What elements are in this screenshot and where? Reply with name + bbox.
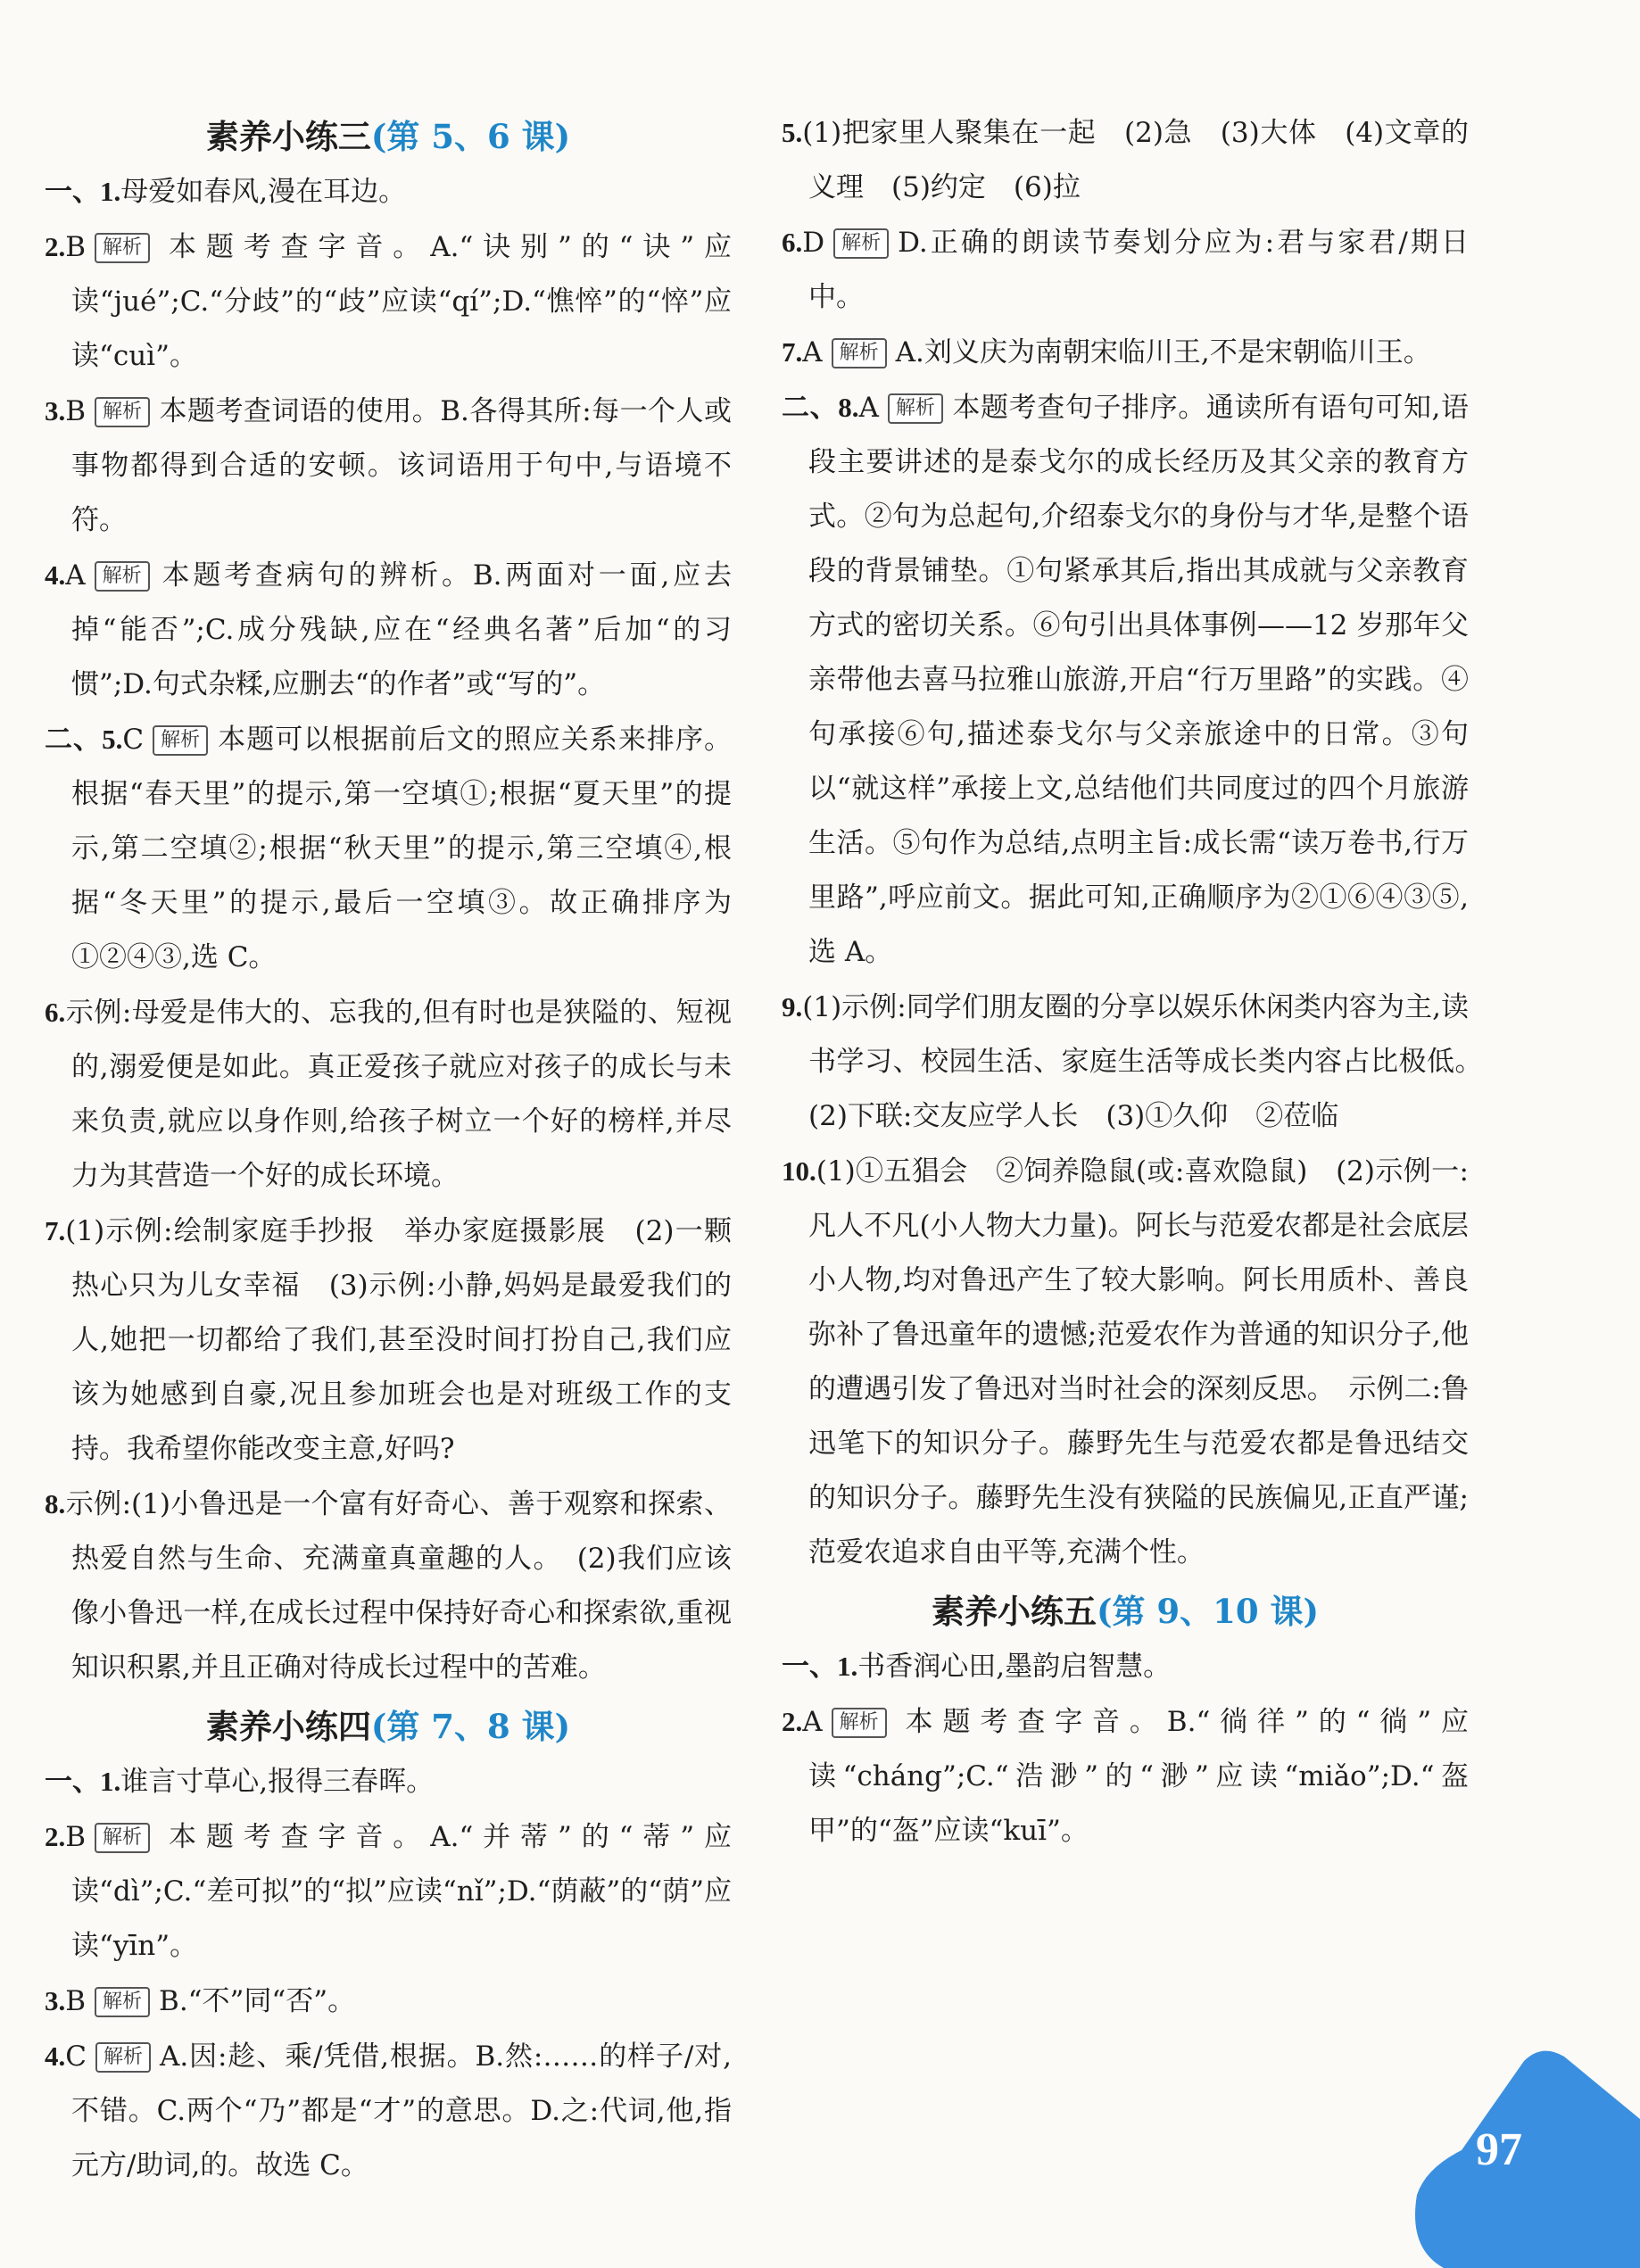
answer-item: 6.D 解析 D.正确的朗读节奏划分应为:君与家君/期日中。 xyxy=(782,227,1469,313)
answer-item: 9.(1)示例:同学们朋友圈的分享以娱乐休闲类内容为主,读书学习、校园生活、家庭生活等成长类内容占比极低。 (2)下联:交友应学人长 (3)①久仰 ②莅临 xyxy=(782,991,1496,1132)
answer-item: 一、1.书香润心田,墨韵启智慧。 xyxy=(782,1651,1172,1683)
answer-item: 一、1.谁言寸草心,报得三春晖。 xyxy=(45,1766,435,1798)
answer-item: 4.A 解析 本题考查病句的辨析。B.两面对一面,应去掉“能否”;C.成分残缺,应在“经典名著”后加“的习惯”;D.句式杂糅,应删去“的作者”或“写的”。 xyxy=(45,559,732,700)
analysis-tag: 解析 xyxy=(153,725,208,756)
answer-item: 2.B 解析 本题考查字音。A.“并蒂”的“蒂”应读“dì”;C.“差可拟”的“拟”应读“nǐ”;D.“荫蔽”的“荫”应读“yīn”。 xyxy=(45,1821,732,1962)
analysis-tag: 解析 xyxy=(832,1708,887,1738)
right-column xyxy=(782,105,1496,1858)
section-title: 素养小练五(第 9、10 课) xyxy=(931,1592,1319,1631)
section-title: 素养小练四(第 7、8 课) xyxy=(205,1707,571,1746)
analysis-tag: 解析 xyxy=(95,1823,150,1853)
answer-item: 4.C 解析 A.因:趁、乘/凭借,根据。B.然:……的样子/对,不错。C.两个“乃”都是“才”的意思。D.之:代词,他,指元方/助词,的。故选 C。 xyxy=(45,2040,732,2181)
answer-item: 3.B 解析 本题考查词语的使用。B.各得其所:每一个人或事物都得到合适的安顿。该词语用于句中,与语境不符。 xyxy=(45,395,732,536)
analysis-tag: 解析 xyxy=(888,393,943,424)
answer-item: 二、8.A 解析 本题考查句子排序。通读所有语句可知,语段主要讲述的是泰戈尔的成长经历及其父亲的教育方式。②句为总起句,介绍泰戈尔的身份与才华,是整个语段的背景铺垫。①句紧承其后,指出其成就与父亲教育方式的密切关系。⑥句引出具体事例——12 岁那年父亲带他去喜马拉雅山旅游,开启“行万里路”的实践。④句承接⑥句,描述泰戈尔与父亲旅途中的日常。③句以“就这样”承接上文,总结他们共同度过的四个月旅游生活。⑤句作为总结,点明主旨:成长需“读万卷书,行万里路”,呼应前文。据此可知,正确顺序为②①⑥④③⑤,选 A。 xyxy=(782,392,1470,968)
answer-item: 2.B 解析 本题考查字音。A.“诀别”的“诀”应读“jué”;C.“分歧”的“歧”应读“qí”;D.“憔悴”的“悴”应读“cuì”。 xyxy=(45,231,732,372)
answer-item: 10.(1)①五猖会 ②饲养隐鼠(或:喜欢隐鼠) (2)示例一:凡人不凡(小人物大力量)。阿长与范爱农都是社会底层小人物,均对鲁迅产生了较大影响。阿长用质朴、善良弥补了鲁迅童年的遗憾;范爱农作为普通的知识分子,他的遭遇引发了鲁迅对当时社会的深刻反思。 示例二:鲁迅笔下的知识分子。藤野先生与范爱农都是鲁迅结交的知识分子。藤野先生没有狭隘的民族偏见,正直严谨;范爱农追求自由平等,充满个性。 xyxy=(782,1155,1469,1569)
answer-item: 6.示例:母爱是伟大的、忘我的,但有时也是狭隘的、短视的,溺爱便是如此。真正爱孩子就应对孩子的成长与未来负责,就应以身作则,给孩子树立一个好的榜样,并尽力为其营造一个好的成长环境。 xyxy=(45,997,732,1192)
analysis-tag: 解析 xyxy=(833,228,889,259)
answer-item: 8.示例:(1)小鲁迅是一个富有好奇心、善于观察和探索、热爱自然与生命、充满童真童趣的人。 (2)我们应该像小鲁迅一样,在成长过程中保持好奇心和探索欲,重视知识积累,并且正确对待成长过程中的苦难。 xyxy=(45,1488,732,1684)
answer-item: 5.(1)把家里人聚集在一起 (2)急 (3)大体 (4)文章的义理 (5)约定 (6)拉 xyxy=(782,117,1469,203)
answer-item: 二、5.C 解析 本题可以根据前后文的照应关系来排序。根据“春天里”的提示,第一空填①;根据“夏天里”的提示,第二空填②;根据“秋天里”的提示,第三空填④,根据“冬天里”的提示,最后一空填③。故正确排序为①②④③,选 C。 xyxy=(45,724,733,973)
page-number: 97 xyxy=(1476,2124,1522,2175)
answer-item: 3.B 解析 B.“不”同“否”。 xyxy=(45,1985,356,2017)
analysis-tag: 解析 xyxy=(95,561,150,592)
answer-item: 7.A 解析 A.刘义庆为南朝宋临川王,不是宋朝临川王。 xyxy=(782,336,1431,368)
page-number-badge xyxy=(1399,2043,1640,2268)
analysis-tag: 解析 xyxy=(95,2042,151,2073)
answer-item: 2.A 解析 本题考查字音。B.“徜徉”的“徜”应读“cháng”;C.“浩渺”的“渺”应读“miǎo”;D.“盔甲”的“盔”应读“kuī”。 xyxy=(782,1706,1469,1847)
answer-item: 一、1.母爱如春风,漫在耳边。 xyxy=(45,176,407,208)
analysis-tag: 解析 xyxy=(95,233,150,263)
answer-item: 7.(1)示例:绘制家庭手抄报 举办家庭摄影展 (2)一颗热心只为儿女幸福 (3)示例:小静,妈妈是最爱我们的人,她把一切都给了我们,甚至没时间打扮自己,我们应该为她感到自豪,况且参加班会也是对班级工作的支持。我希望你能改变主意,好吗? xyxy=(45,1215,732,1465)
analysis-tag: 解析 xyxy=(832,338,887,368)
section-title: 素养小练三(第 5、6 课) xyxy=(205,117,571,156)
left-column xyxy=(45,105,732,2193)
analysis-tag: 解析 xyxy=(95,397,150,427)
analysis-tag: 解析 xyxy=(95,1987,150,2017)
